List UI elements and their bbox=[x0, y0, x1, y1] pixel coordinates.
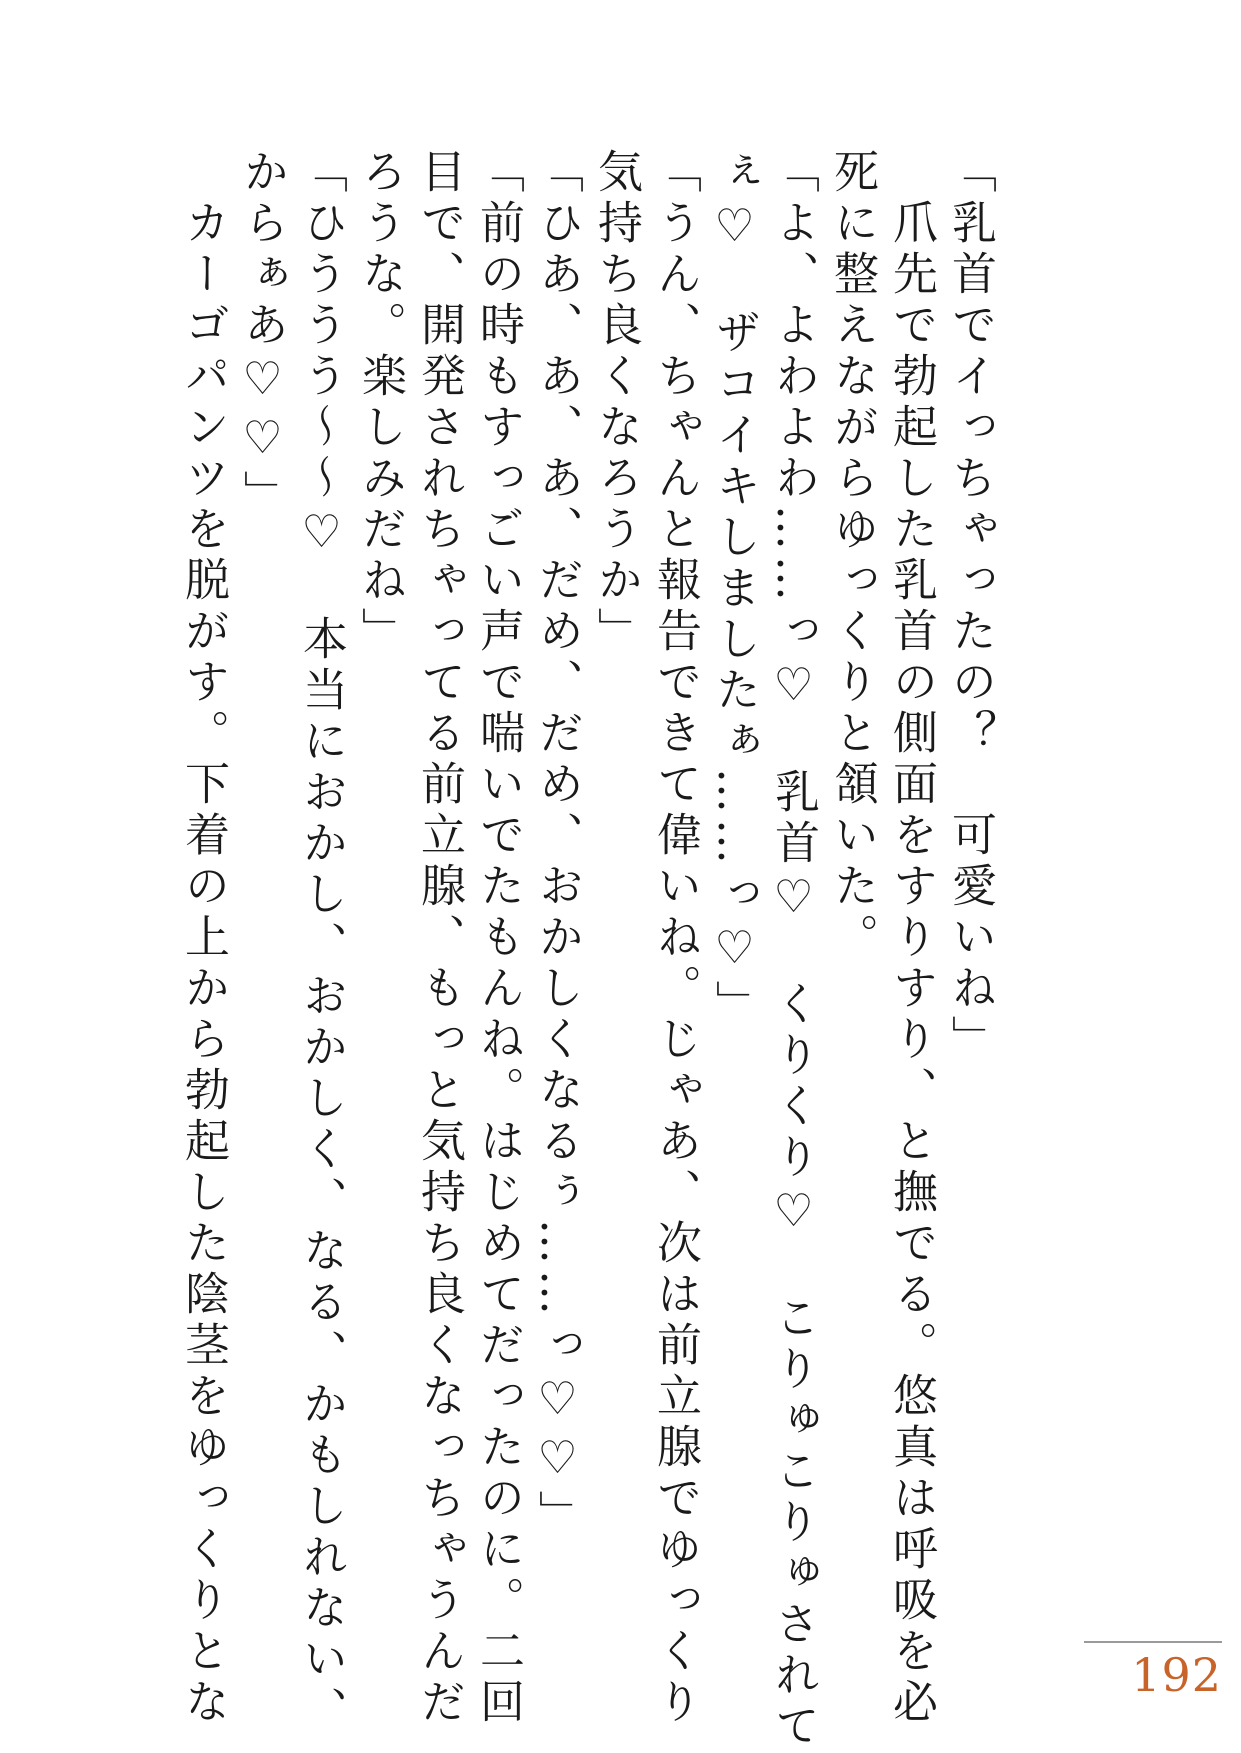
text-line: 目で、開発されちゃってる前立腺、もっと気持ち良くなっちゃうんだ bbox=[413, 148, 466, 1729]
text-line: 「ひあ、あ、あ、だめ、だめ、おかしくなるぅ……っ♡♡」 bbox=[531, 148, 584, 1541]
text-line: 「ひううう〜〜♡ 本当におかし、おかしく、なる、かもしれない、 bbox=[295, 148, 348, 1737]
text-line: 気持ち良くなろうか」 bbox=[590, 148, 643, 658]
text-line: ぇ♡ ザコイキしましたぁ……っ♡」 bbox=[708, 148, 761, 1031]
text-line: 「乳首でイっちゃったの？ 可愛いね」 bbox=[944, 148, 997, 1066]
vertical-text-body bbox=[177, 148, 1000, 1753]
text-line: 「前の時もすっごい声で喘いでたもんね。はじめてだったのに。二回 bbox=[472, 148, 525, 1729]
text-line: からぁあ♡♡」 bbox=[236, 148, 289, 521]
page-number: 192 bbox=[1131, 1648, 1222, 1702]
text-line: 「よ、よわよわ……っ♡ 乳首♡ くりくり♡ こりゅこりゅされて bbox=[767, 148, 820, 1753]
text-line: カーゴパンツを脱がす。下着の上から勃起した陰茎をゆっくりとな bbox=[177, 148, 230, 1729]
text-line: 死に整えながらゆっくりと頷いた。 bbox=[826, 148, 879, 964]
text-line: 爪先で勃起した乳首の側面をすりすり、と撫でる。悠真は呼吸を必 bbox=[885, 148, 938, 1729]
text-line: ろうな。楽しみだね」 bbox=[354, 148, 407, 658]
page-number-rule bbox=[1084, 1641, 1222, 1643]
text-line: 「うん、ちゃんと報告できて偉いね。じゃあ、次は前立腺でゆっくり bbox=[649, 148, 702, 1729]
